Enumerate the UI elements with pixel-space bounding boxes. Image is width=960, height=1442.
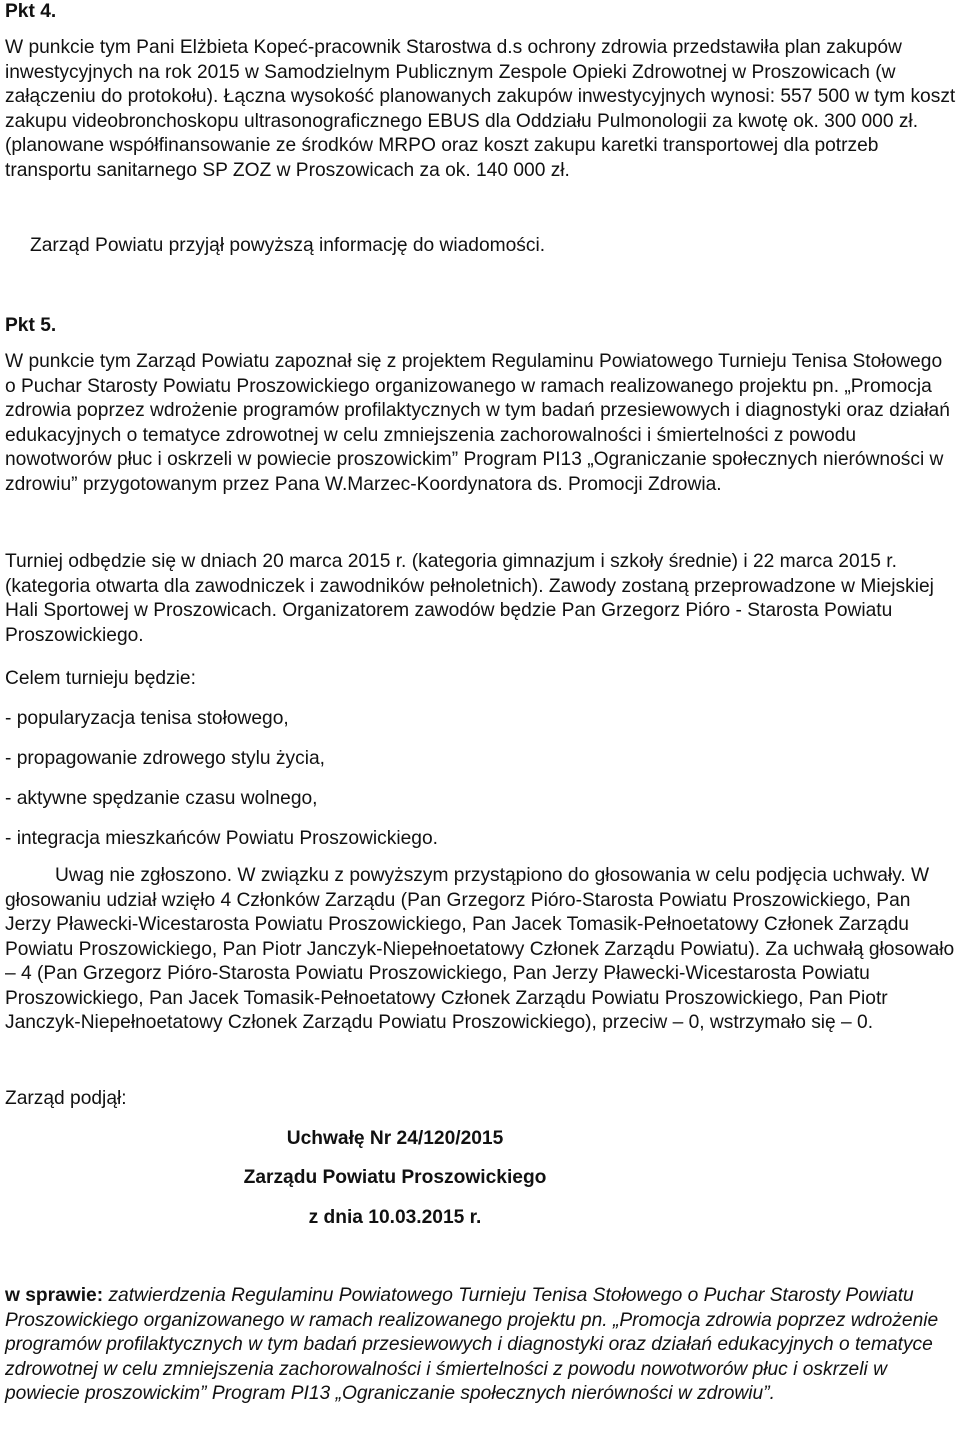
pkt4-note: Zarząd Powiatu przyjął powyższą informację do wiadomości. [30,235,546,256]
goals-intro: Celem turnieju będzie: [5,668,196,689]
vote-paragraph [5,864,957,1036]
resolution-body: Zarządu Powiatu Proszowickiego [243,1167,547,1188]
subject-text: zatwierdzenia Regulaminu Powiatowego Turnieju Tenisa Stołowego o Puchar Starosty Powiatu Proszowickiego organizowanego w ramach realizowanego projektu pn. „Promocja zdrowia poprzez wdrożenie programów profilaktycznych w tym badań przesiewowych i diagnostyki oraz działań edukacyjnych o tematyce zdrowotnej w celu zmniejszenia zachorowalności i śmiertelności z powodu nowotworów płuc i oskrzeli w powiecie proszowickim” Program PI13 „Ograniczanie społecznych nierówności w zdrowiu”. [5,1285,939,1404]
goal-item: - propagowanie zdrowego stylu życia, [5,748,325,769]
pkt4-heading: Pkt 4. [5,1,57,22]
pkt4-paragraph: W punkcie tym Pani Elżbieta Kopeć-pracownik Starostwa d.s ochrony zdrowia przedstawiła plan zakupów inwestycyjnych na rok 2015 w Samodzielnym Publicznym Zespole Opieki Zdrowotnej w Proszowicach (w załączeniu do protokołu). Łączna wysokość planowanych zakupów inwestycyjnych wynosi: 557 500 w tym koszt zakupu videobronchoskopu ultrasonograficznego EBUS dla Oddziału Pulmonologii za kwotę ok. 300 000 zł. (planowane współfinansowanie ze środków MRPO oraz koszt zakupu karetki transportowej dla potrzeb transportu sanitarnego SP ZOZ w Proszowicach za ok. 140 000 zł. [5,37,956,181]
decided-label: Zarząd podjął: [5,1088,127,1109]
pkt5-paragraph-tournament: Turniej odbędzie się w dniach 20 marca 2015 r. (kategoria gimnazjum i szkoły średnie) i 22 marca 2015 r. (kategoria otwarta dla zawodniczek i zawodników pełnoletnich). Zawody zostaną przeprowadzone w Miejskiej Hali Sportowej w Proszowicach. Organizatorem zawodów będzie Pan Grzegorz Pióro - Starosta Powiatu Proszowickiego. [5,551,934,646]
resolution-subject [5,1284,957,1407]
goal-item: - popularyzacja tenisa stołowego, [5,708,289,729]
pkt5-heading: Pkt 5. [5,315,57,336]
vote-text: Uwag nie zgłoszono. W związku z powyższym przystąpiono do głosowania w celu podjęcia uchwały. W głosowaniu udział wzięło 4 Członków Zarządu (Pan Grzegorz Pióro-Starosta Powiatu Proszowickiego, Pan Jerzy Pławecki-Wicestarosta Powiatu Proszowickiego, Pan Jacek Tomasik-Pełnoetatowy Członek Zarządu Powiatu Proszowickiego, Pan Piotr Janczyk-Niepełnoetatowy Członek Zarządu Powiatu). Za uchwałą głosowało – 4 (Pan Grzegorz Pióro-Starosta Powiatu Proszowickiego, Pan Jerzy Pławecki-Wicestarosta Powiatu Proszowickiego, Pan Jacek Tomasik-Pełnoetatowy Członek Zarządu Powiatu Proszowickiego, Pan Piotr Janczyk-Niepełnoetatowy Członek Zarządu Powiatu Proszowickiego), przeciw – 0, wstrzymało się – 0. [5,865,955,1033]
subject-label: w sprawie: [5,1285,104,1306]
goal-item: - integracja mieszkańców Powiatu Proszowickiego. [5,828,438,849]
resolution-number: Uchwałę Nr 24/120/2015 [286,1128,504,1149]
goal-item: - aktywne spędzanie czasu wolnego, [5,788,318,809]
pkt5-paragraph-project: W punkcie tym Zarząd Powiatu zapoznał się z projektem Regulaminu Powiatowego Turnieju Tenisa Stołowego o Puchar Starosty Powiatu Proszowickiego organizowanego w ramach realizowanego projektu pn. „Promocja zdrowia poprzez wdrożenie programów profilaktycznych w tym badań przesiewowych i diagnostyki oraz działań edukacyjnych o tematyce zdrowotnej w celu zmniejszenia zachorowalności i śmiertelności z powodu nowotworów płuc i oskrzeli w powiecie proszowickim” Program PI13 „Ograniczanie społecznych nierówności w zdrowiu” przygotowanym przez Pana W.Marzec-Koordynatora ds. Promocji Zdrowia. [5,351,950,495]
resolution-date: z dnia 10.03.2015 r. [308,1207,482,1228]
